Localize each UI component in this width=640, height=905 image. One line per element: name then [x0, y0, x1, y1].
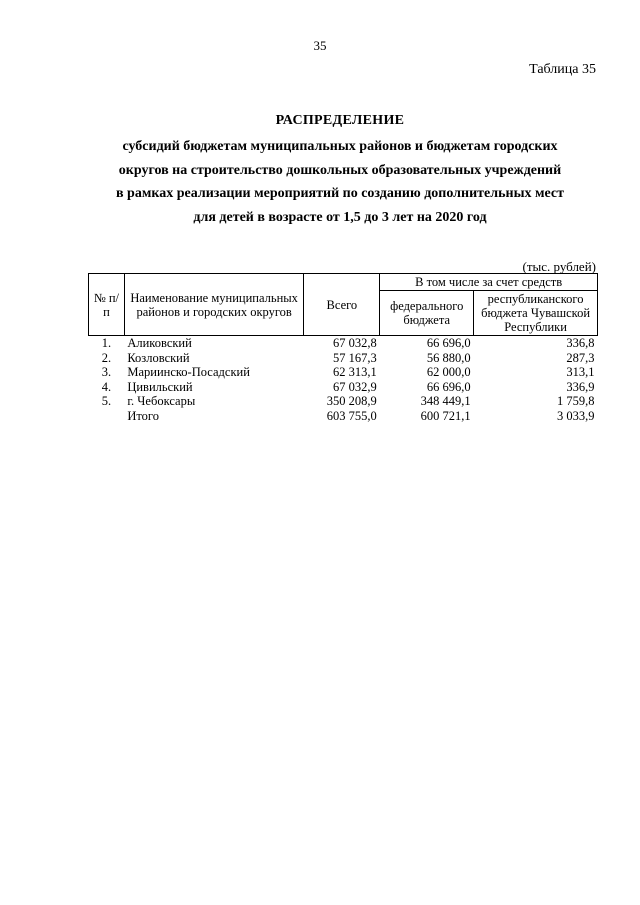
row-republic: 313,1	[566, 365, 595, 379]
header-republic: республиканского бюджета Чувашской Республики	[474, 291, 598, 336]
table-row	[89, 365, 598, 380]
row-total: 350 208,9	[326, 394, 377, 408]
row-federal: 600 721,1	[420, 408, 471, 423]
table-row	[89, 336, 598, 351]
row-number: 1.	[101, 336, 112, 350]
row-number: 3.	[101, 365, 112, 379]
table-label: Таблица 35	[529, 62, 596, 77]
row-federal: 56 880,0	[426, 350, 471, 365]
row-republic: 336,8	[566, 336, 595, 350]
table-body	[89, 336, 598, 424]
table-row	[89, 409, 598, 424]
title-line: субсидий бюджетам муниципальных районов и бюджетам городских	[122, 139, 558, 154]
subsidy-table	[88, 273, 598, 423]
table-row	[89, 394, 598, 409]
row-number: 2.	[101, 350, 112, 365]
title-line: в рамках реализации мероприятий по созданию дополнительных мест	[115, 186, 565, 201]
row-name: Мариинско-Посадский	[127, 365, 250, 379]
row-name: Цивильский	[127, 379, 193, 394]
row-total: 67 032,9	[333, 379, 377, 394]
row-republic: 1 759,8	[557, 394, 595, 408]
row-number: 4.	[101, 379, 112, 394]
table-row	[89, 351, 598, 366]
row-number	[89, 409, 125, 424]
row-total: 57 167,3	[333, 350, 377, 365]
row-number: 5.	[101, 394, 112, 408]
units-label: (тыс. рублей)	[522, 259, 596, 274]
row-total: 62 313,1	[333, 365, 377, 379]
row-name: Итого	[127, 408, 159, 423]
row-federal: 66 696,0	[426, 336, 471, 350]
header-name: Наименование муниципальных районов и городских округов	[124, 274, 304, 336]
title-line: округов на строительство дошкольных образовательных учреждений	[118, 162, 562, 178]
row-republic: 3 033,9	[557, 408, 595, 423]
header-group: В том числе за счет средств	[380, 274, 598, 291]
row-republic: 287,3	[566, 350, 595, 365]
title-line: для детей в возрасте от 1,5 до 3 лет на 2020 год	[193, 209, 487, 225]
row-name: Козловский	[127, 350, 190, 365]
document-title	[70, 113, 610, 229]
row-federal: 348 449,1	[420, 394, 471, 408]
row-total: 67 032,8	[333, 336, 377, 350]
title-main: РАСПРЕДЕЛЕНИЕ	[275, 113, 405, 128]
row-federal: 66 696,0	[426, 379, 471, 394]
header-total: Всего	[304, 274, 380, 336]
row-total: 603 755,0	[326, 408, 377, 423]
row-republic: 336,9	[566, 379, 595, 394]
table-row	[89, 380, 598, 395]
header-num: № п/п	[89, 274, 125, 336]
page-number: 35	[313, 38, 327, 53]
header-federal: федерального бюджета	[380, 291, 474, 336]
row-federal: 62 000,0	[426, 365, 471, 379]
row-name: г. Чебоксары	[127, 394, 196, 408]
row-name: Аликовский	[127, 336, 192, 350]
